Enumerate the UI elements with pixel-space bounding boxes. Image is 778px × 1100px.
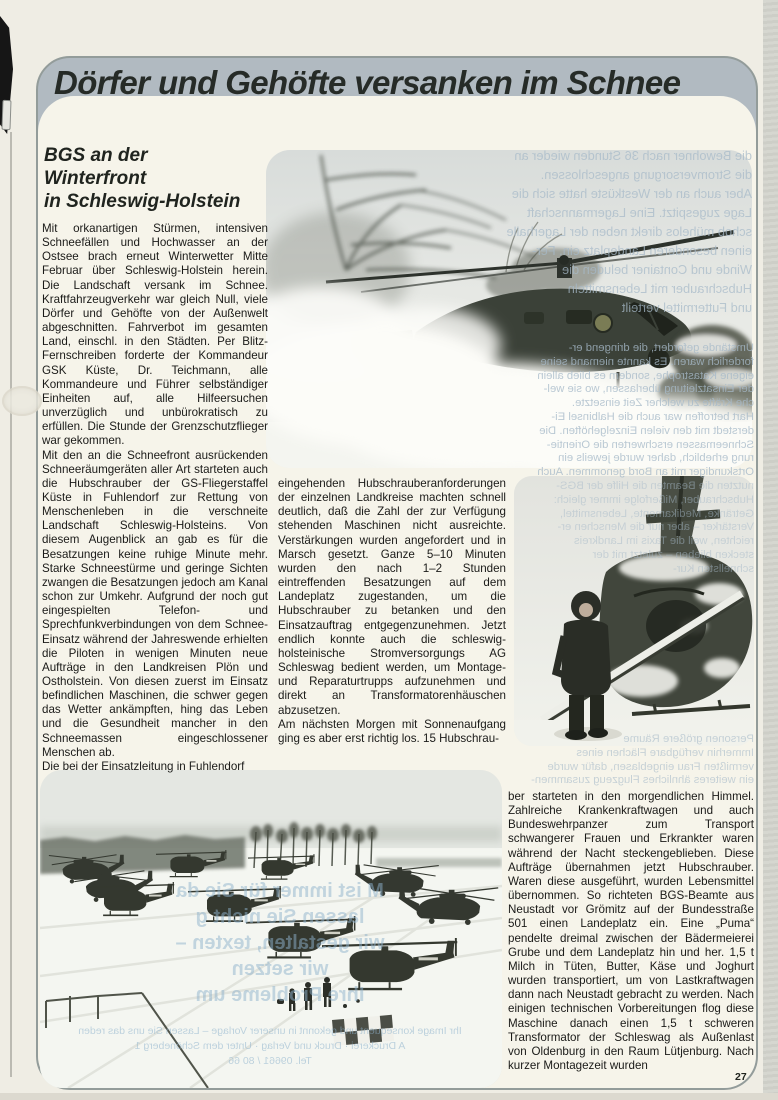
staple (1, 100, 11, 130)
left-column (42, 222, 268, 774)
bleedthrough-text-top: die Bewohner nach 36 Stunden wieder an die Stromversorgung angeschlossen. Aber auch an der Westküste hatte sich die Lage zugespitzt. Eine Lagermannschaft schob mühelos direkt neben der Lagerhalle einen besonderen Landeplatz ein. Fer- Winde und Container beluden die Hubschrauber mit Lebensmitteln und Futtermittel verteilt (506, 148, 752, 315)
paragraph: Am nächsten Morgen mit Sonnenaufgang ging es aber erst richtig los. 15 Hubschrau- (278, 717, 506, 745)
article-heading-line: in Schleswig-Holstein (44, 191, 241, 212)
middle-column (278, 477, 506, 746)
paragraph: eingehenden Hubschrauberanforderungen der einzelnen Landkreise machten schnell deutlich, daß die Zahl der zur Verfügung stehenden Maschinen nicht ausreichte. Verstärkungen wurden angefordert und in Marsch gesetzt. Ganze 5–10 Minuten wurden den nach 1–2 Stunden eintreffenden Besatzungen auf dem Landeplatz zugestanden, um die Hubschrauber zu betanken und den Einsatzauftrag entgegenzunehmen. Jetzt endlich konnte auch die schleswig-holsteinische Stromversorgungs AG Schleswag bedient werden, um Montage- und Reparaturtrupps aufzunehmen und direkt an Transformatorenhäuschen abzusetzen. (278, 477, 506, 717)
crew-member-illustration (514, 476, 754, 746)
article-heading-line: BGS an der (44, 145, 148, 166)
scan-edge-strip (763, 0, 778, 1100)
helicopter-field-photo (40, 770, 502, 1088)
paragraph: ber starteten in den morgendlichen Himmel. Zahlreiche Krankenkraftwagen und auch Bundeswehrpanzer zum Transport schwangerer Frauen und Erkrankter waren während der Nacht steckengeblieben. Diese Aufträge übernahmen jetzt Hubschrauber. Waren diese ausgeführt, wurden Lebensmittel übernommen. So richteten BGS-Beamte aus Neustadt vor Grömitz auf der Bundesstraße 501 einen Landeplatz ein. Eine „Puma“ pendelte dreimal zwischen der Bädermeierei Grube und dem Landeplatz hin und her. 1,5 t Milch in Tüten, Butter, Käse und Joghurt wurden transportiert, um von Lastkraftwagen dann nach Neustadt gebracht zu werden. Nach einigen technischen Vorbereitungen flog diese Maschine danach einen 1,5 t schweren Transformator der Schleswag als Außenlast von Oldenburg in den Raum Lütjenburg. Nach kurzer Montagezeit wurden (508, 790, 754, 1072)
bleedthrough-text-over-photo: nutzten die Beamten die Hilfe der BGS- Hubschrauber, Mißerfolge immer gleich: Getränke, Medikamente, Lebensmittel, Verstärker – aber nur die Menschen er- reichten, weil die Taxis im Landkreis stecken blieben – zuletzt mit der schnellsten Kur- (553, 480, 754, 575)
bleedthrough-text-gap: Personen größere Räume Immerhin verfügbare Flächen eines vermißten Frau eingeblasen, dafür wurde ein weiteres ähnliches Flugzeug zusammen- (531, 733, 754, 787)
hole-punch-reinforcement (2, 386, 42, 416)
article-heading-line: Winterfront (44, 168, 147, 189)
helicopter-hover-illustration (266, 150, 752, 468)
paragraph: Die bei der Einsatzleitung in Fuhlendorf (42, 759, 245, 773)
crew-member-photo (514, 476, 754, 746)
paragraph: Mit den an die Schneefront ausrückenden Schneeräumgeräten aller Art starteten auch die Hubschrauber der GS-Fliegerstaffel Küste in Fuhlendorf zur Rettung von Menschenleben in die verschneite Landschaft Schleswig-Holsteins. Von diesem Augenblick an gab es für die Besatzungen keine ruhige Minute mehr. Starke Schneestürme und geringe Sichten zwangen die Besatzungen jedoch am Kanal schon zur Umkehr. Aufgrund der noch gut eingespielten Telefon- und Sprechfunkverbindungen von dem Schnee-Einsatz während der Jahreswende erhielten die Piloten in wenigen Minuten neue Aufträge in den Landkreisen Plön und Ostholstein. Von diesen zuerst im Einsatz befindlichen Maschinen, die schwer gegen das Wetter ankämpften, hing das Leben und die Gesundheit mancher in den Schneemassen eingeschlossener Menschen ab. (42, 448, 268, 759)
right-column (508, 790, 754, 1073)
paragraph: Mit orkanartigen Stürmen, intensiven Schneefällen und Hochwasser an der Ostsee brach erneut Winterwetter Mitte Februar über Schleswig-Holstein herein. Die Landschaft versank im Schnee. Kraftfahrzeugverkehr war gleich Null, viele Dörfer und Gehöfte von der Außenwelt abgeschnitten. Fahrverbot im gesamten Land, einschl. in den Städten. Per Blitz-Fernschreiben forderte der Kommandeur GSK Küste, Dr. Teichmann, alle Kommandeure und Führer selbständiger Einheiten auf, alle Hilfeersuchen unverzüglich und unbürokratisch zu erfüllen. Die Stunde der Grenzschutzflieger war gekommen. (42, 222, 268, 448)
bleedthrough-text-bottom-small: Ihr Image konsequent und gekonnt in unserer Vorlage – Lassen Sie uns das reden A Druckerei · Druck und Verlag · Unter dem Schöneberg 1 Tel. 09661 / 80 66 (78, 1025, 462, 1067)
helicopter-hover-photo (266, 150, 752, 468)
page-bottom-edge (0, 1093, 778, 1100)
article-heading (44, 144, 240, 213)
checkered-marker-panel (332, 1015, 394, 1046)
bleedthrough-text-bottom-large: M ist immer für Sie da lassen Sie nicht g wir gestalten, texten – wir setzen Ihre Probleme um (175, 880, 385, 1006)
scan-gutter-line (10, 132, 12, 1077)
bleedthrough-text-mid: Umstände gefordert, die dringend er- forderlich waren. Es kannte niemand seine eigene Katastrophe, sondern es blieb allein der Einsatzleitung überlassen, wo sie wel- che Kräfte zu welcher Zeit einsetzte. Hart betroffen war auch die Halbinsel Ei- derstedt mit den vielen Einzelgehöften. Die Schneemassen erschwerten die Orientie- rung erheblich, daher wurde jeweils ein Ortskundiger mit an Bord genommen. Auch (537, 342, 754, 479)
page-number: 27 (735, 1071, 747, 1083)
page-title: Dörfer und Gehöfte versanken im Schnee (54, 64, 681, 101)
helicopter-field-illustration (40, 770, 502, 1088)
